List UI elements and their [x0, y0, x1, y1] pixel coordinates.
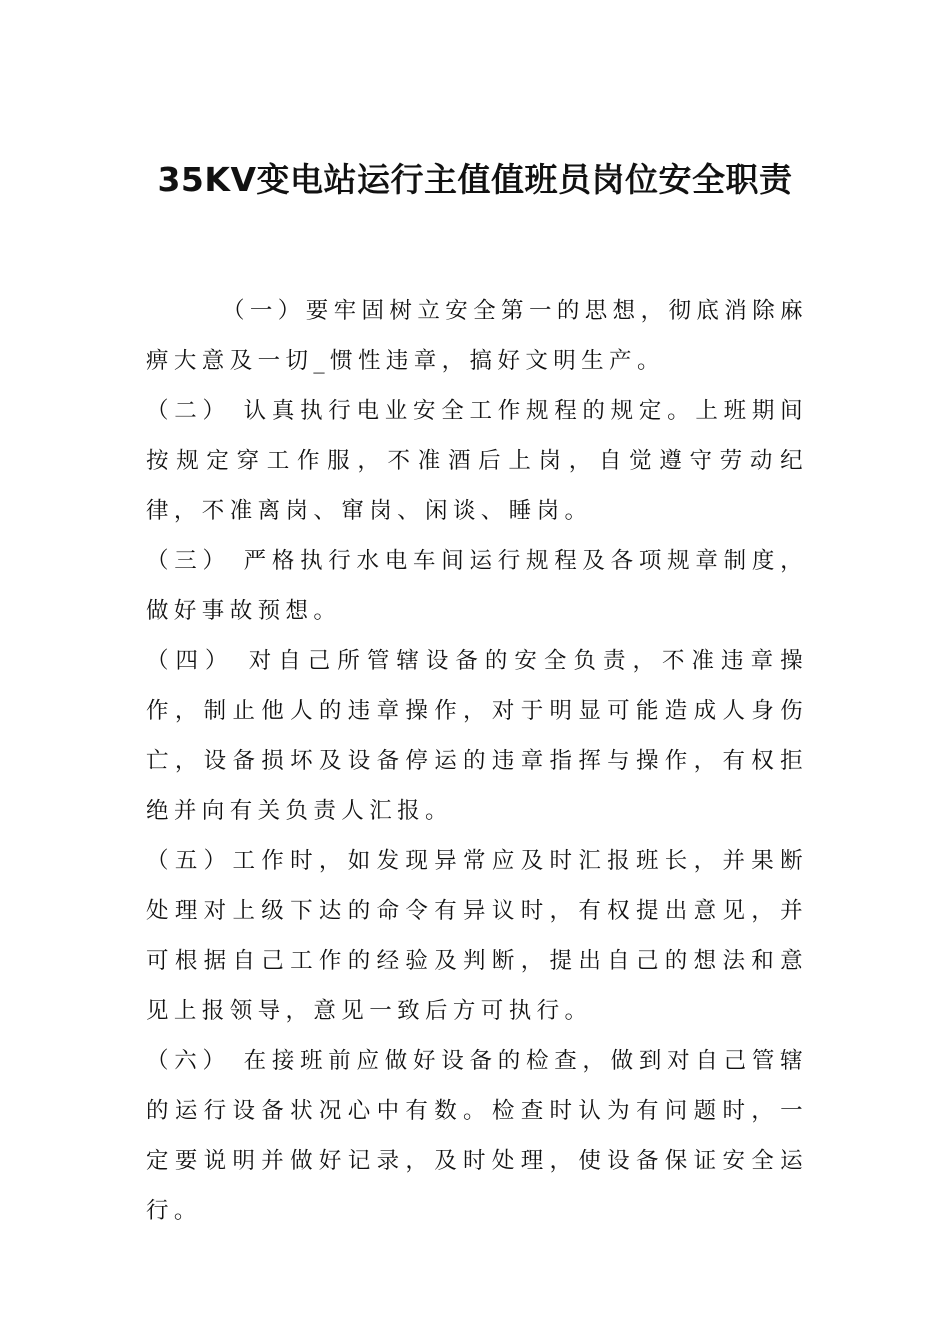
document-title: 35KV变电站运行主值值班员岗位安全职责: [157, 160, 793, 199]
paragraph-2: （二） 认真执行电业安全工作规程的规定。上班期间按规定穿工作服，不准酒后上岗，自觉遵守劳动纪律，不准离岗、窜岗、闲谈、睡岗。: [146, 398, 808, 524]
paragraph-4: （四） 对自己所管辖设备的安全负责，不准违章操作，制止他人的违章操作，对于明显可能造成人身伤亡，设备损坏及设备停运的违章指挥与操作，有权拒绝并向有关负责人汇报。: [146, 648, 808, 824]
paragraph-1: （一）要牢固树立安全第一的思想，彻底消除麻痹大意及一切_惯性违章，搞好文明生产。: [146, 298, 808, 374]
paragraph-3: （三） 严格执行水电车间运行规程及各项规章制度，做好事故预想。: [146, 548, 808, 624]
paragraph-5: （五）工作时，如发现异常应及时汇报班长，并果断处理对上级下达的命令有异议时，有权提出意见，并可根据自己工作的经验及判断，提出自己的想法和意见上报领导，意见一致后方可执行。: [146, 848, 808, 1024]
paragraph-6: （六） 在接班前应做好设备的检查，做到对自己管辖的运行设备状况心中有数。检查时认为有问题时，一定要说明并做好记录，及时处理，使设备保证安全运行。: [146, 1048, 808, 1224]
document-body: [146, 286, 808, 1236]
